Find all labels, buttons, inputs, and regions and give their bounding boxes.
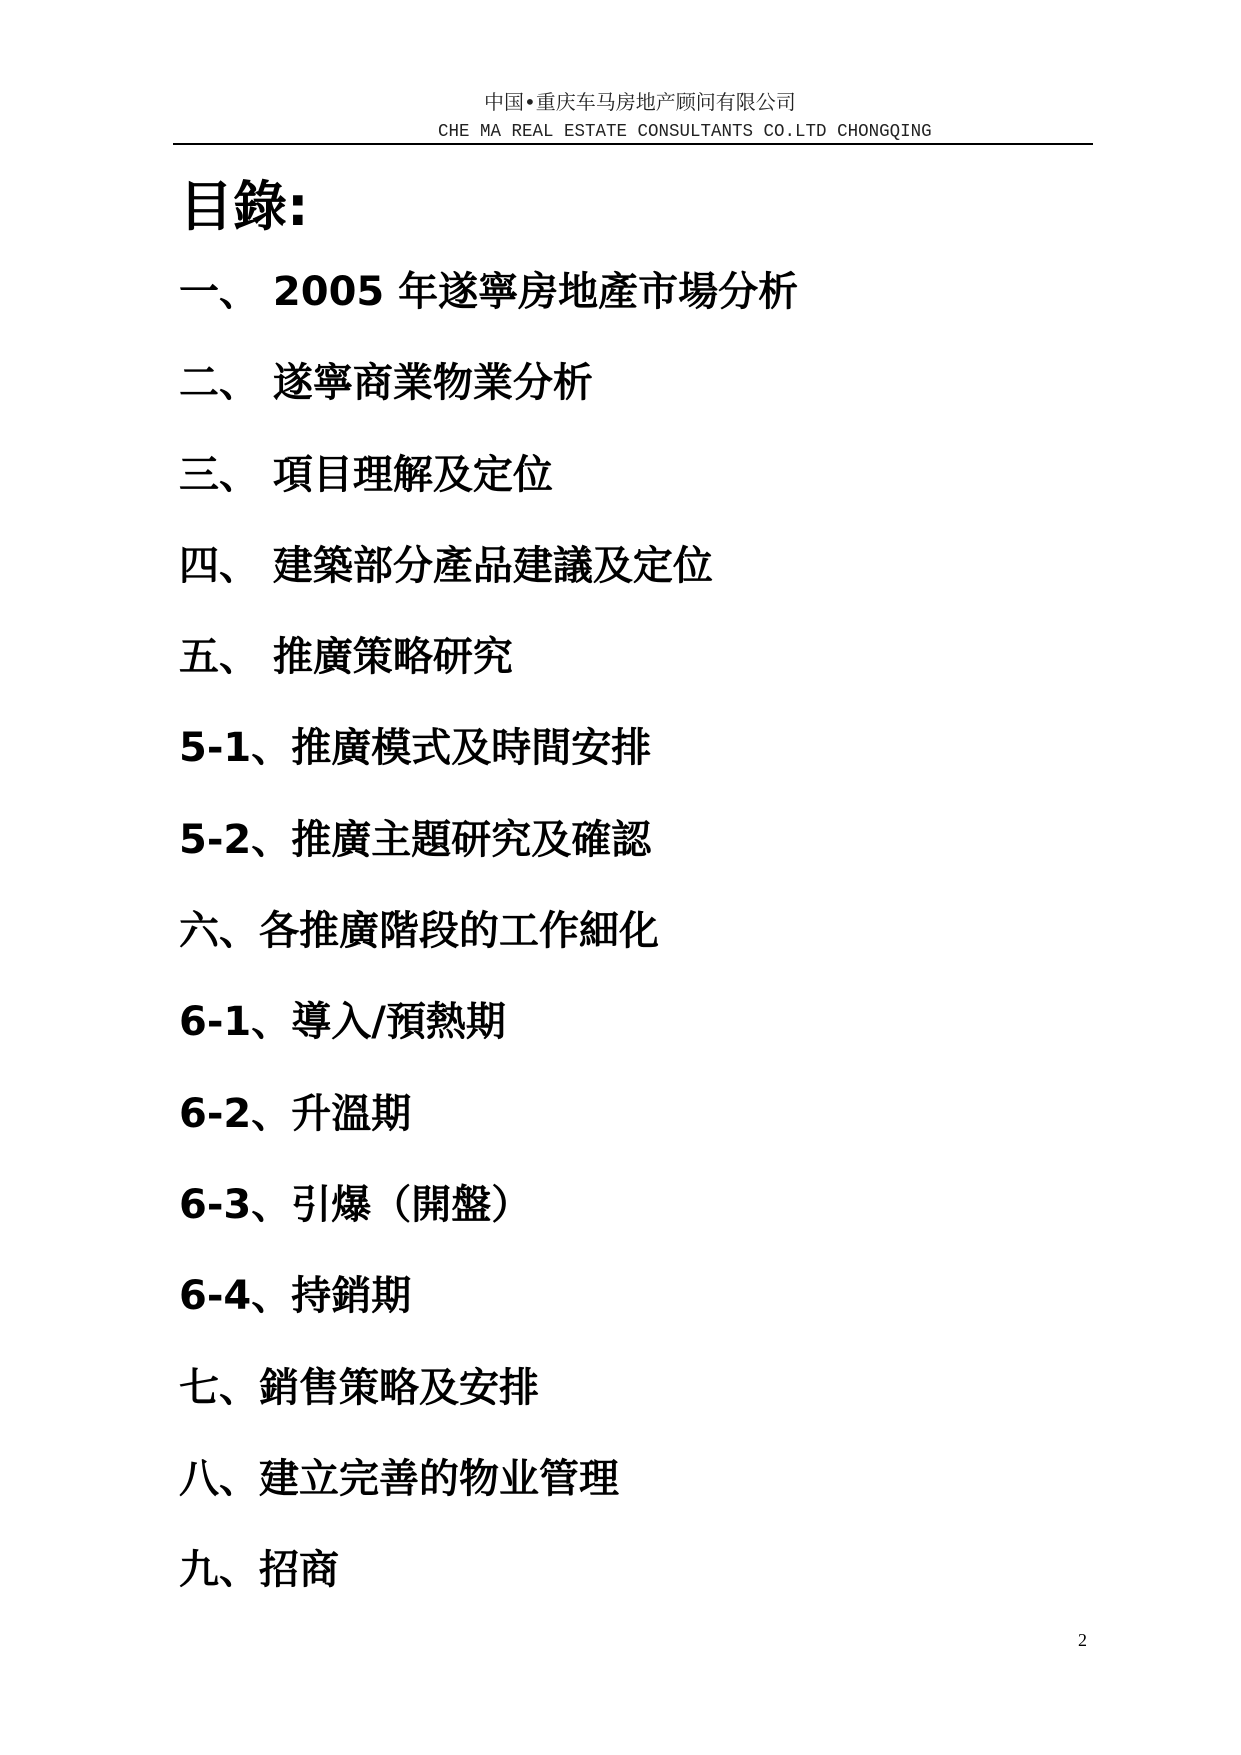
toc-item: 5-1、推廣模式及時間安排: [179, 725, 652, 772]
toc-item: 二、 遂寧商業物業分析: [179, 360, 593, 407]
toc-item: 八、建立完善的物业管理: [179, 1455, 619, 1502]
company-name-english: CHE MA REAL ESTATE CONSULTANTS CO.LTD CHONGQING: [438, 121, 932, 143]
toc-item: 四、 建築部分產品建議及定位: [179, 542, 713, 589]
toc-item: 三、 項目理解及定位: [179, 451, 553, 498]
toc-item: 九、招商: [179, 1547, 339, 1594]
toc-item: 5-2、推廣主題研究及確認: [179, 816, 652, 863]
company-name-chinese: 中国•重庆车马房地产顾问有限公司: [484, 90, 796, 114]
toc-item: 6-3、引爆（開盤）: [179, 1181, 532, 1228]
toc-item: 6-1、導入/預熱期: [179, 999, 506, 1046]
toc-item: 五、 推廣策略研究: [179, 634, 513, 681]
toc-item: 六、各推廣階段的工作細化: [179, 908, 659, 955]
toc-item: 七、銷售策略及安排: [179, 1364, 539, 1411]
page-title: 目錄:: [179, 175, 309, 238]
toc-item: 6-2、升溫期: [179, 1090, 412, 1137]
page-number: 2: [1078, 1630, 1087, 1650]
header-divider: [173, 143, 1093, 145]
table-of-contents: [179, 247, 1079, 1616]
toc-item: 一、 2005 年遂寧房地產市場分析: [179, 269, 799, 315]
toc-item: 6-4、持銷期: [179, 1273, 412, 1320]
